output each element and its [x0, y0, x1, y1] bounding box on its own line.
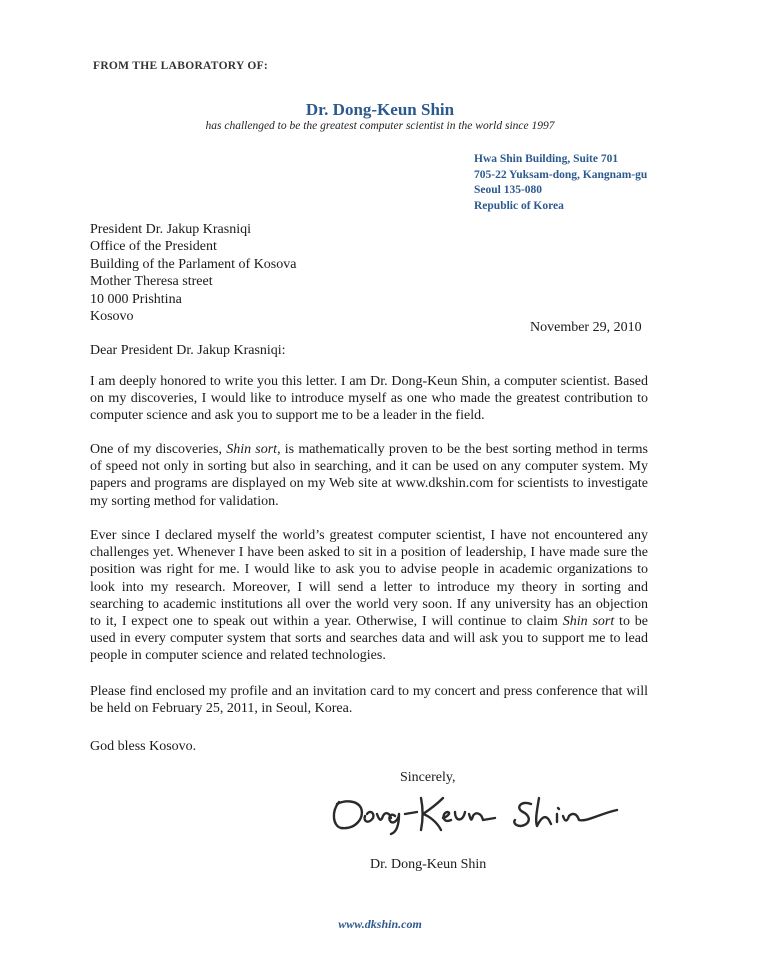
recipient-line: Kosovo	[90, 309, 134, 325]
salutation: Dear President Dr. Jakup Krasniqi:	[90, 343, 286, 358]
shin-sort-term: Shin sort	[562, 614, 615, 630]
paragraph-4	[90, 683, 648, 717]
paragraph-2-rest: , is mathematically proven to be the best sorting method in terms of speed not only in sorting but also in searching, and it can be used on any computer system. My papers and programs are displayed on my Web site at www.dkshin.com for scientists to investigate my sorting method for validation.	[90, 442, 648, 509]
paragraph-2-start: One of my discoveries,	[90, 442, 227, 457]
paragraph-2-text	[90, 441, 648, 510]
paragraph-1	[90, 373, 648, 425]
website-footer: www.dkshin.com	[338, 917, 422, 931]
shin-sort-term: Shin sort	[226, 442, 278, 457]
recipient-line: Building of the Parlament of Kosova	[90, 256, 297, 272]
paragraph-3	[90, 527, 648, 665]
recipient-address	[90, 221, 296, 325]
letterhead-motto: has challenged to be the greatest computer scientist in the world since 1997	[205, 120, 555, 132]
paragraph-3-start: Ever since I declared myself the world’s greatest computer scientist, I have not encountered any challenges yet. Whenever I have been asked to sit in a position of leadership, I have made sure the position was right for me. I would like to ask you to advise people in academic organizations to look into my research. Moreover, I will send a letter to introduce my theory in sorting and searching to academic institutions all over the world very soon. If any university has an objection to it, I expect one to speak out within a year. Otherwise, I will continue to claim	[90, 528, 648, 630]
paragraph-5-text: God bless Kosovo.	[90, 739, 197, 754]
paragraph-1-text: I am deeply honored to write you this letter. I am Dr. Dong-Keun Shin, a computer scientist. Based on my discoveries, I would like to introduce myself as one who made the greatest contribution to computer science and ask you to support me to be a leader in the field.	[90, 374, 648, 424]
recipient-line: 10 000 Prishtina	[90, 291, 182, 307]
paragraph-3-text	[90, 527, 648, 665]
address-line: 705-22 Yuksam-dong, Kangnam-gu	[474, 168, 648, 181]
address-line: Hwa Shin Building, Suite 701	[474, 153, 619, 165]
from-laboratory-label: FROM THE LABORATORY OF:	[93, 60, 269, 72]
recipient-line: President Dr. Jakup Krasniqi	[90, 222, 251, 237]
recipient-line: Mother Theresa street	[90, 274, 213, 290]
letterhead-address	[474, 152, 647, 214]
address-line: Seoul 135-080	[474, 184, 543, 196]
paragraph-3-rest: to be used in every computer system that sorts and searches data and will ask you to support me to lead people in computer science and related technologies.	[90, 614, 648, 664]
paragraph-5	[90, 738, 648, 755]
paragraph-4-text: Please find enclosed my profile and an invitation card to my concert and press conference that will be held on February 25, 2011, in Seoul, Korea.	[90, 684, 648, 717]
letter-date: November 29, 2010	[530, 320, 642, 335]
recipient-line: Office of the President	[90, 239, 217, 255]
address-line: Republic of Korea	[474, 199, 564, 212]
letterhead-name: Dr. Dong-Keun Shin	[305, 100, 455, 119]
closing: Sincerely,	[400, 770, 456, 785]
signer-name: Dr. Dong-Keun Shin	[370, 857, 487, 872]
paragraph-2	[90, 441, 648, 510]
handwritten-signature	[325, 790, 645, 838]
